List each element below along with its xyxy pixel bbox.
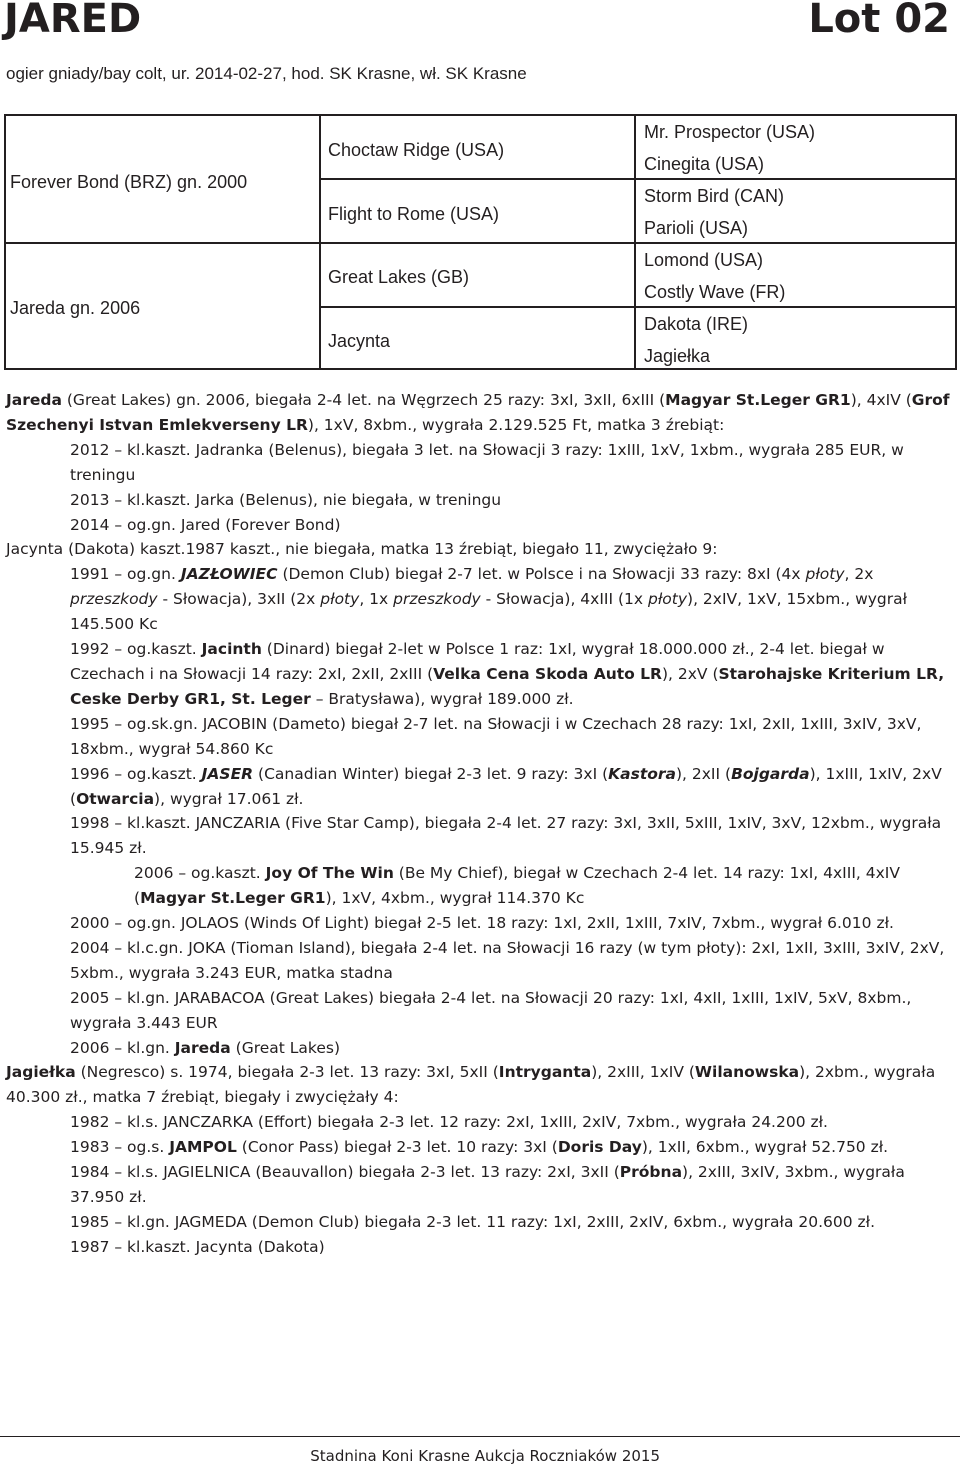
record-text-run: płoty [647,590,688,609]
record-paragraph [6,562,956,637]
pedigree-gen3: Lomond (USA) [644,250,764,270]
record-text-run: (Conor Pass) biegał 2-3 let. 10 razy: 3xI ( [236,1138,558,1157]
record-text-run: 2000 – og.gn. JOLAOS (Winds Of Light) biegał 2-5 let. 18 razy: 1xI, 2xII, 1xIII, 7xIV, 7xbm., wygrał 6.010 zł. [70,914,894,933]
footer-rule [0,1436,960,1437]
record-text-run: 2005 – kl.gn. JARABACOA (Great Lakes) biegała 2-4 let. na Słowacji 20 razy: 1xI, 4xII, 1xIII, 1xIV, 5xV, 8xbm., wygrała 3.443 EUR [70,988,912,1032]
record-text-run: (Great Lakes) [230,1038,341,1057]
record-text-run: ), 2xV ( [662,664,719,683]
record-text-run: JASER [201,764,254,783]
record-text-run: Jacinth [201,640,262,659]
pedigree-dam: Jareda gn. 2006 [10,298,141,318]
record-paragraph [6,438,956,488]
record-text-run: płoty [320,590,360,609]
record-text-run: Starohajske Kriterium LR, Ceske Derby GR1, St. Leger [70,664,945,708]
pedigree-gen2: Great Lakes (GB) [328,267,470,287]
record-paragraph [6,637,956,712]
record-paragraph [6,513,956,538]
record-text-run: (Demon Club) biegał 2-7 let. w Polsce i na Słowacji 33 razy: 8xI (4x [277,565,806,584]
horse-name-title: JARED [4,0,142,42]
record-text-run: Jacynta (Dakota) kaszt.1987 kaszt., nie biegała, matka 13 źrebiąt, biegało 11, zwyciężało 9: [6,540,718,559]
record-text-run: JAMPOL [169,1138,237,1157]
record-paragraph [6,388,956,438]
record-text-run: ), 1xV, 8xbm., wygrała 2.129.525 Ft, matka 3 źrebiąt: [307,415,725,434]
record-text-run: Magyar St.Leger GR1 [140,889,326,908]
record-paragraph [6,1060,956,1110]
record-text-run: 2006 – og.kaszt. [134,864,266,883]
record-text-run: (Canadian Winter) biegał 2-3 let. 9 razy: 3xI ( [253,764,609,783]
pedigree-divider [319,178,955,180]
record-paragraph [6,811,956,861]
record-text-run: ), 2xIII, 3xIV, 3xbm., wygrała 37.950 zł. [70,1163,905,1206]
record-paragraph [6,1135,956,1160]
pedigree-gen3: Storm Bird (CAN) [644,186,785,206]
record-text-run: Bojgarda [731,764,810,783]
record-text-run: Magyar St.Leger GR1 [665,391,851,409]
record-text-run: 1987 – kl.kaszt. Jacynta (Dakota) [70,1237,325,1256]
record-text-run: Doris Day [557,1138,642,1157]
record-paragraph [6,712,956,762]
record-text-run: 2004 – kl.c.gn. JOKA (Tioman Island), biegała 2-4 let. na Słowacji 16 razy (w tym płoty): 2xI, 1xII, 3xIII, 3xIV, 2xV, 5xbm., wygrała 3.243 EUR, matka stadna [70,938,945,982]
record-paragraph [6,861,956,911]
record-text-run: Intryganta [498,1063,592,1082]
record-paragraph [6,1036,956,1061]
pedigree-divider [319,306,955,308]
record-paragraph [6,1160,956,1210]
record-paragraph [6,1210,956,1235]
record-text-run: (Be My Chief), biegał w Czechach 2-4 let. 14 razy: 1xI, 4xIII, 4xIV ( [134,864,900,908]
record-text-run: 1985 – kl.gn. JAGMEDA (Demon Club) biegała 2-3 let. 11 razy: 1xI, 2xIII, 2xIV, 6xbm., wygrała 20.600 zł. [70,1212,876,1231]
record-text-run: 1982 – kl.s. JANCZARKA (Effort) biegała 2-3 let. 12 razy: 2xI, 1xIII, 2xIV, 7xbm., wygrała 24.200 zł. [70,1113,828,1132]
record-text-run: (Negresco) s. 1974, biegała 2-3 let. 13 razy: 3xI, 5xII ( [75,1063,499,1082]
record-paragraph [6,936,956,986]
record-text-run: Joy Of The Win [265,864,394,883]
record-text-run: Kastora [608,764,676,783]
record-text-run: Jareda [6,391,62,409]
record-text-run: Grof Szechenyi Istvan Emlekverseny LR [6,391,950,434]
record-text-run: przeszkody [393,590,481,609]
record-paragraph [6,986,956,1036]
pedigree-table [4,114,957,370]
pedigree-gen3: Cinegita (USA) [644,154,765,174]
record-text-run: 2014 – og.gn. Jared (Forever Bond) [70,515,341,534]
record-text-run: 2012 – kl.kaszt. Jadranka (Belenus), biegała 3 let. na Słowacji 3 razy: 1xIII, 1xV, 1xbm., wygrała 285 EUR, w treningu [70,440,904,484]
record-text-run: 1998 – kl.kaszt. JANCZARIA (Five Star Camp), biegała 2-4 let. 27 razy: 3xI, 3xII, 5xIII, 1xIV, 3xV, 12xbm., wygrała 15.945 zł. [70,814,942,858]
pedigree-gen3: Jagiełka [644,346,711,366]
pedigree-sire: Forever Bond (BRZ) gn. 2000 [10,172,248,192]
record-text-run: ), 1xIII, 1xIV, 2xV ( [70,764,942,808]
record-paragraph [6,537,956,562]
record-paragraph [6,1110,956,1135]
pedigree-gen2: Flight to Rome (USA) [328,204,500,224]
record-text-run: ), 2xIII, 1xIV ( [591,1063,695,1082]
record-text-run: 1995 – og.sk.gn. JACOBIN (Dameto) biegał 2-7 let. na Słowacji i w Czechach 28 razy: 1xI, 2xII, 1xIII, 3xIV, 3xV, 18xbm., wygrał 54.860 Kc [70,714,922,758]
record-paragraph [6,1235,956,1260]
record-text-run: ), 4xIV ( [850,391,912,409]
record-text-run: , 1x [359,590,394,609]
record-text-run: 2013 – kl.kaszt. Jarka (Belenus), nie biegała, w treningu [70,490,502,509]
record-text-run: - Słowacja), 4xIII (1x [480,590,648,609]
record-text-run: ), 1xII, 6xbm., wygrał 52.750 zł. [641,1138,889,1157]
record-text-run: Wilanowska [694,1063,800,1082]
record-text-run: , 2x [844,565,874,584]
record-text-run: - Słowacja), 3xII (2x [157,590,321,609]
record-paragraph [6,911,956,936]
record-text-run: Próbna [619,1163,683,1182]
pedigree-gen2: Jacynta [328,331,391,351]
record-text-run: Otwarcia [76,789,155,808]
pedigree-gen2: Choctaw Ridge (USA) [328,140,505,160]
record-text-run: 2006 – kl.gn. [70,1038,175,1057]
record-text-run: Jagiełka [6,1063,76,1082]
record-text-run: (Great Lakes) gn. 2006, biegała 2-4 let. na Węgrzech 25 razy: 3xI, 3xII, 6xIII ( [61,391,666,409]
record-text-run: ), wygrał 17.061 zł. [154,789,304,808]
record-text-run: – Bratysława), wygrał 189.000 zł. [310,689,574,708]
pedigree-gen3: Mr. Prospector (USA) [644,122,816,142]
record-text-run: 1996 – og.kaszt. [70,764,202,783]
record-text-run: ), 2xIV, 1xV, 15xbm., wygrał 145.500 Kc [70,590,908,634]
record-text-run: przeszkody [70,590,158,609]
footer-text: Stadnina Koni Krasne Aukcja Roczniaków 2015 [310,1447,660,1465]
record-paragraph [6,762,956,812]
pedigree-gen3: Costly Wave (FR) [644,282,786,302]
lot-number: Lot 02 [808,0,950,42]
pedigree-divider [6,242,955,244]
pedigree-gen3: Dakota (IRE) [644,314,749,334]
record-text-run: ), 2xII ( [676,764,732,783]
racing-record-text [6,388,956,1260]
record-text-run: 1991 – og.gn. [70,565,181,584]
record-text-run: (Dinard) biegał 2-let w Polsce 1 raz: 1xI, wygrał 18.000.000 zł., 2-4 let. biegał w Czechach i na Słowacji 14 razy: 2xI, 2xII, 2xIII ( [70,640,885,683]
record-text-run: Velka Cena Skoda Auto LR [433,664,662,683]
record-text-run: Jareda [174,1038,231,1057]
pedigree-gen3: Parioli (USA) [644,218,749,238]
horse-subtitle: ogier gniady/bay colt, ur. 2014-02-27, hod. SK Krasne, wł. SK Krasne [6,64,527,83]
record-text-run: 1992 – og.kaszt. [70,640,202,659]
record-text-run: JAZŁOWIEC [180,565,278,584]
record-text-run: 1983 – og.s. [70,1138,170,1157]
record-text-run: ), 1xV, 4xbm., wygrał 114.370 Kc [325,889,585,908]
record-paragraph [6,488,956,513]
record-text-run: ), 2xbm., wygrała 40.300 zł., matka 7 źrebiąt, biegały i zwyciężały 4: [6,1063,936,1107]
record-text-run: 1984 – kl.s. JAGIELNICA (Beauvallon) biegała 2-3 let. 13 razy: 2xI, 3xII ( [70,1163,620,1182]
record-text-run: płoty [805,565,845,584]
